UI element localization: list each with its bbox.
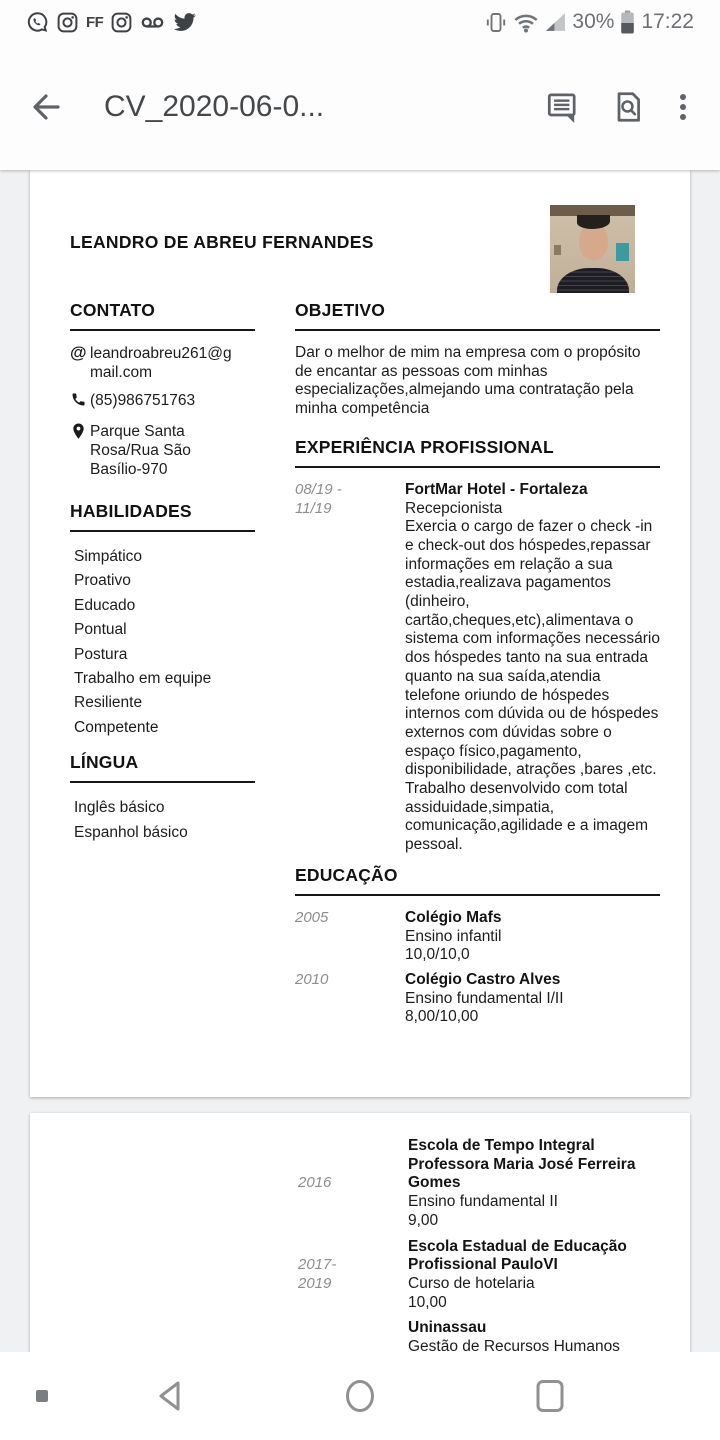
experience-heading: EXPERIÊNCIA PROFISSIONAL xyxy=(295,437,660,468)
list-item: Competente xyxy=(74,718,159,736)
entry-grade: 9,00 xyxy=(408,1211,439,1229)
profile-photo xyxy=(550,205,635,293)
instagram-icon xyxy=(56,11,79,34)
education-entry xyxy=(295,971,660,1027)
toolbar xyxy=(0,44,720,170)
entry-detail: Curso de hotelaria xyxy=(408,1274,535,1292)
phone-icon xyxy=(70,391,90,413)
battery-icon xyxy=(620,10,635,34)
contact-phone xyxy=(70,391,255,413)
entry-detail: Gestão de Recursos Humanos xyxy=(408,1338,620,1352)
list-item: Espanhol básico xyxy=(74,823,188,841)
contact-address-text: Parque Santa Rosa/Rua São Basílio-970 xyxy=(90,423,191,478)
toolbar-actions xyxy=(538,83,696,131)
app-header xyxy=(0,0,720,170)
ff-badge-icon: FF xyxy=(86,13,104,31)
entry-content xyxy=(408,1319,664,1352)
education-continued xyxy=(298,1137,664,1352)
instagram-icon xyxy=(110,11,133,34)
comments-icon[interactable] xyxy=(538,83,586,131)
entry-date: 2005 xyxy=(295,908,329,926)
list-item: Simpático xyxy=(74,548,143,565)
cv-columns xyxy=(70,300,660,1033)
entry-detail: Ensino fundamental I/II xyxy=(405,989,564,1007)
list-item: Inglês básico xyxy=(74,799,165,817)
entry-school: Uninassau xyxy=(408,1319,487,1337)
document-title: CV_2020-06-0... xyxy=(104,90,325,123)
photo-shape xyxy=(557,268,629,293)
entry-description: Exercia o cargo de fazer o check -in e check-out dos hóspedes,repassar informações em relação a sua estadia,realizava pagamentos (dinheiro, cartão,cheques,etc),alimentava o sistema com informações necessário dos hóspedes tanto na sua entrada quanto na sua saída,atendia telefone oriundo de hóspedes internos com dúvida ou de hóspedes externos com dúvidas sobre o espaço físico,pagamento, disponibilidade, atrações ,bares ,etc. Trabalho desenvolvido com total assiduidade,simpatia, comunicação,agilidade e a imagem pessoal. xyxy=(405,518,660,854)
entry-content xyxy=(405,909,660,965)
clock-text: 17:22 xyxy=(641,10,694,33)
pdf-page-1[interactable] xyxy=(30,170,690,1097)
objective-text: Dar o melhor de mim na empresa com o propósito de encantar as pessoas com minhas especializações,almejando uma contratação pela minha competência xyxy=(295,344,641,418)
entry-date: 2016 xyxy=(298,1174,332,1192)
entry-school: Colégio Castro Alves xyxy=(405,970,561,988)
twitter-icon xyxy=(172,11,197,34)
list-item: Resiliente xyxy=(74,694,143,712)
education-entry xyxy=(298,1238,664,1313)
contact-address xyxy=(70,422,255,479)
signal-strength-icon xyxy=(545,12,566,32)
entry-school: Escola de Tempo Integral Professora Maria José Ferreira Gomes xyxy=(408,1137,636,1192)
entry-grade: 10,00 xyxy=(408,1293,447,1311)
contact-phone-text: (85)986751763 xyxy=(90,392,196,409)
recents-nav-icon[interactable] xyxy=(505,1352,595,1440)
language-list xyxy=(70,796,255,845)
overflow-menu-icon[interactable] xyxy=(670,83,696,131)
education-entry xyxy=(298,1137,664,1231)
entry-school: Colégio Mafs xyxy=(405,908,502,926)
entry-grade: 10,0/10,0 xyxy=(405,946,470,964)
contact-email-text: leandroabreu261@gmail.com xyxy=(90,345,232,381)
entry-content xyxy=(405,971,660,1027)
location-pin-icon xyxy=(70,422,90,479)
entry-grade: 8,00/10,00 xyxy=(405,1008,479,1026)
entry-content xyxy=(408,1238,664,1313)
status-bar xyxy=(0,0,720,44)
language-heading: LÍNGUA xyxy=(70,752,255,783)
pdf-viewer xyxy=(0,170,720,1352)
cv-right-column xyxy=(295,300,660,1033)
android-nav-bar xyxy=(0,1352,720,1440)
photo-shape xyxy=(554,245,561,255)
contact-email xyxy=(70,344,255,382)
education-entry xyxy=(298,1319,664,1352)
home-nav-icon[interactable] xyxy=(315,1352,405,1440)
battery-percent-text: 30% xyxy=(572,10,615,33)
cv-name: LEANDRO DE ABREU FERNANDES xyxy=(70,232,374,252)
education-heading: EDUCAÇÃO xyxy=(295,865,660,896)
entry-date: 2017- 2019 xyxy=(298,1256,337,1292)
cv-left-column xyxy=(70,300,255,1033)
back-arrow-icon[interactable] xyxy=(22,84,70,130)
entry-content xyxy=(405,481,660,855)
contact-heading: CONTATO xyxy=(70,300,255,331)
skills-list xyxy=(70,545,255,740)
entry-detail: Ensino fundamental II xyxy=(408,1193,558,1211)
entry-school: Escola Estadual de Educação Profissional PauloVI xyxy=(408,1237,627,1274)
pdf-page-2[interactable] xyxy=(30,1113,690,1352)
vibrate-icon xyxy=(485,11,507,34)
mini-square-icon[interactable] xyxy=(36,1390,48,1402)
entry-role: Recepcionista xyxy=(405,499,503,517)
voicemail-icon xyxy=(140,11,165,34)
entry-detail: Ensino infantil xyxy=(405,927,502,945)
entry-date: 08/19 - 11/19 xyxy=(295,480,342,517)
whatsapp-icon xyxy=(26,11,49,34)
find-in-document-icon[interactable] xyxy=(604,83,652,131)
system-status-cluster xyxy=(485,10,694,34)
education-entry xyxy=(295,909,660,965)
entry-content xyxy=(408,1137,664,1231)
list-item: Postura xyxy=(74,645,128,663)
list-item: Trabalho em equipe xyxy=(74,670,212,688)
email-at-icon: @ xyxy=(70,343,87,362)
experience-entry xyxy=(295,481,660,855)
list-item: Educado xyxy=(74,596,136,614)
wifi-icon xyxy=(513,12,539,33)
list-item: Proativo xyxy=(74,572,131,590)
notification-icons xyxy=(26,11,197,34)
entry-title: FortMar Hotel - Fortaleza xyxy=(405,480,588,498)
photo-shape xyxy=(577,215,610,229)
photo-shape xyxy=(616,243,629,261)
entry-date: 2010 xyxy=(295,970,329,988)
skills-heading: HABILIDADES xyxy=(70,501,255,532)
objective-heading: OBJETIVO xyxy=(295,300,660,331)
back-nav-icon[interactable] xyxy=(125,1352,215,1440)
list-item: Pontual xyxy=(74,621,127,639)
